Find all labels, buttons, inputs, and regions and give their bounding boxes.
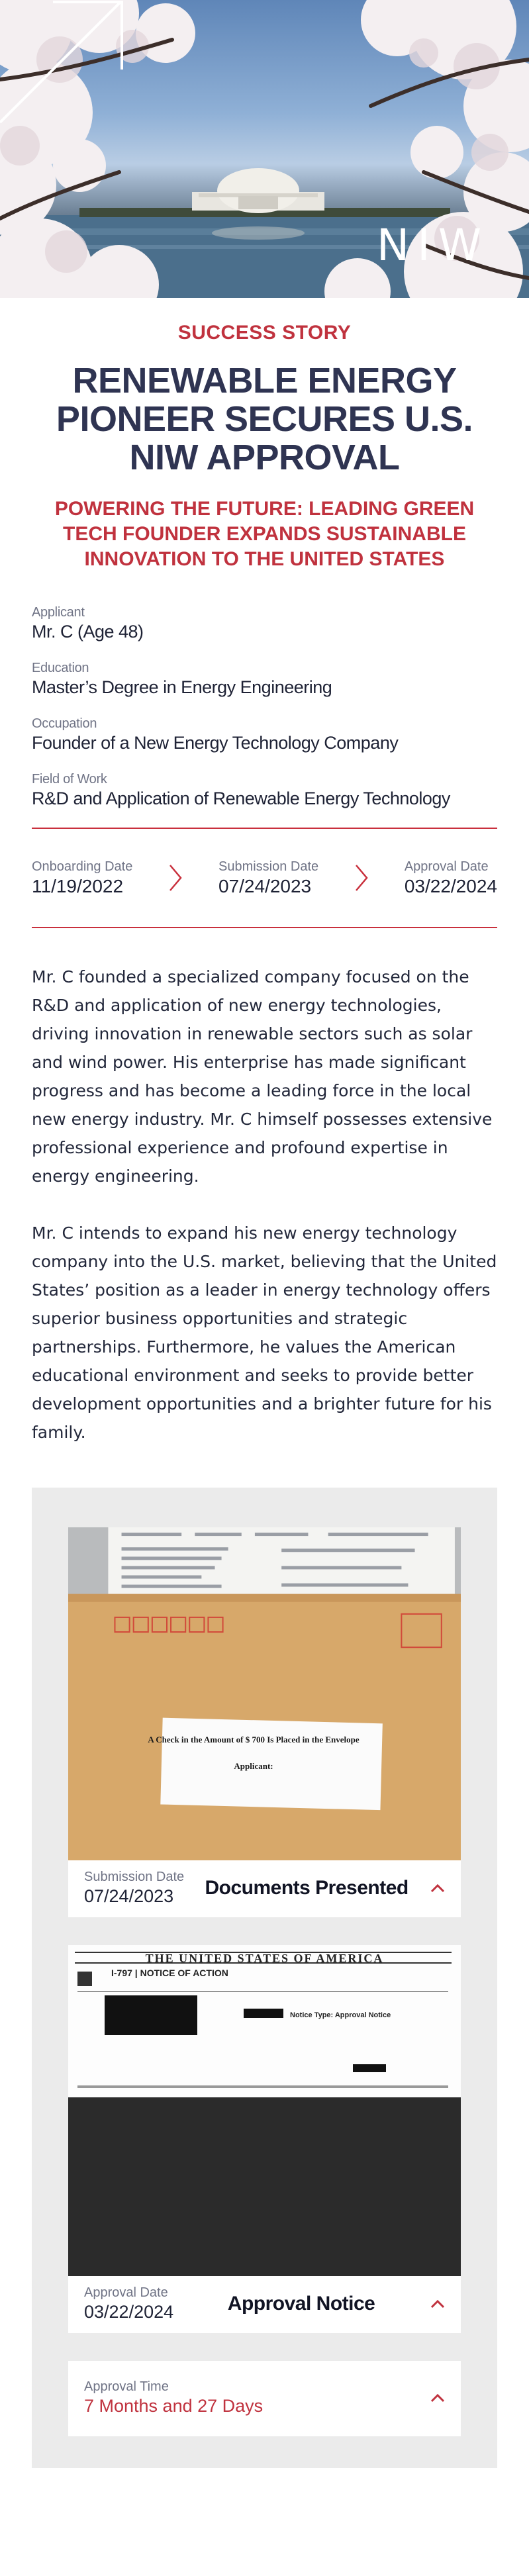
- qr-code-icon: [77, 1972, 92, 1986]
- page-title: RENEWABLE ENERGY PIONEER SECURES U.S. NIW APPROVAL: [56, 361, 473, 477]
- arrow-logo-icon: [0, 0, 126, 179]
- approval-notice-image: [68, 1945, 461, 2276]
- timeline-date: 11/19/2022: [32, 875, 124, 896]
- timeline-approval: [405, 859, 497, 897]
- fact-applicant: [32, 605, 497, 642]
- niw-logo-text: NIW: [376, 220, 489, 271]
- envelope-slip-text: A Check in the Amount of $ 700 Is Placed in the Envelope: [148, 1735, 360, 1745]
- chevron-up-icon[interactable]: [429, 2393, 446, 2403]
- fact-label: Applicant: [32, 605, 85, 620]
- eyebrow-label: SUCCESS STORY: [177, 322, 352, 344]
- fact-value: R&D and Application of Renewable Energy Technology: [32, 788, 450, 808]
- hero-banner: [0, 0, 529, 298]
- story-paragraph: Mr. C founded a specialized company focused on the R&D and application of new energy technologies, driving innovation in renewable sectors such as solar and wind power. His enterprise has made significant progress and has become a leading force in the local new energy industry. Mr. C himself possesses extensive professional experience and profound expertise in energy engineering.: [32, 967, 493, 1186]
- story-header: [0, 322, 529, 572]
- story-paragraph: Mr. C intends to expand his new energy technology company into the U.S. market, believing that the United States’ position as a leader in energy technology offers superior business opportunities and strategic partnerships. Furthermore, he values the American educational environment and seeks to provide better development opportunities and a brighter future for his family.: [32, 1223, 497, 1442]
- approval-time-group: [84, 2379, 263, 2416]
- timeline-date: 03/22/2024: [404, 875, 497, 896]
- approval-time-value: 7 Months and 27 Days: [84, 2396, 264, 2416]
- timeline-label: Onboarding Date: [32, 859, 133, 874]
- timeline-submission: [218, 859, 318, 897]
- fact-education: [32, 661, 497, 698]
- documents-card-footer: [68, 1860, 461, 1917]
- chevron-up-icon[interactable]: [429, 2299, 446, 2309]
- fact-value: Founder of a New Energy Technology Company: [32, 733, 399, 753]
- approval-date-group: [84, 2285, 173, 2322]
- timeline-label: Approval Date: [404, 859, 489, 874]
- fact-value: Master’s Degree in Energy Engineering: [32, 677, 332, 697]
- notice-paper: [68, 1945, 461, 2097]
- notice-subheader: I-797 | NOTICE OF ACTION: [111, 1968, 228, 1979]
- documents-date-group: [84, 1870, 184, 1907]
- approval-time-label: Approval Time: [84, 2379, 169, 2395]
- redaction-block: [105, 1995, 197, 2035]
- redaction-block: [244, 2009, 283, 2018]
- fact-label: Occupation: [32, 716, 97, 731]
- timeline-onboarding: [32, 859, 132, 897]
- timeline-date: 07/24/2023: [218, 875, 312, 896]
- documents-photo: [68, 1527, 461, 1860]
- card-title: Approval Notice: [227, 2293, 375, 2315]
- fact-label: Education: [32, 661, 89, 675]
- timeline-label: Submission Date: [218, 859, 319, 874]
- card-date-label: Submission Date: [84, 1870, 185, 1885]
- card-date-label: Approval Date: [84, 2285, 168, 2301]
- fact-value: Mr. C (Age 48): [32, 622, 144, 642]
- notice-type: Notice Type: Approval Notice: [290, 2011, 391, 2020]
- approval-card[interactable]: [68, 1945, 461, 2333]
- story-body: [0, 963, 529, 1447]
- documents-card[interactable]: [68, 1527, 461, 1917]
- card-title: Documents Presented: [205, 1877, 409, 1899]
- chevron-right-icon: [168, 863, 183, 892]
- case-timeline: [32, 828, 497, 928]
- redaction-block: [353, 2064, 386, 2072]
- chevron-up-icon[interactable]: [429, 1883, 446, 1893]
- notice-header: THE UNITED STATES OF AMERICA: [145, 1952, 384, 1966]
- fact-occupation: [32, 716, 497, 753]
- chevron-right-icon: [354, 863, 369, 892]
- approval-time-card[interactable]: [68, 2361, 461, 2436]
- applicant-facts: [0, 605, 529, 809]
- envelope-slip-applicant: Applicant:: [234, 1761, 273, 1772]
- card-date: 03/22/2024: [84, 2302, 174, 2322]
- card-date: 07/24/2023: [84, 1886, 174, 1907]
- fact-label: Field of Work: [32, 772, 107, 787]
- approval-card-footer: [68, 2276, 461, 2333]
- fact-field-of-work: [32, 772, 497, 809]
- page-subtitle: POWERING THE FUTURE: LEADING GREEN TECH FOUNDER EXPANDS SUSTAINABLE INNOVATION TO THE UNITED STATES: [54, 498, 475, 570]
- case-documents-gallery: [32, 1488, 497, 2468]
